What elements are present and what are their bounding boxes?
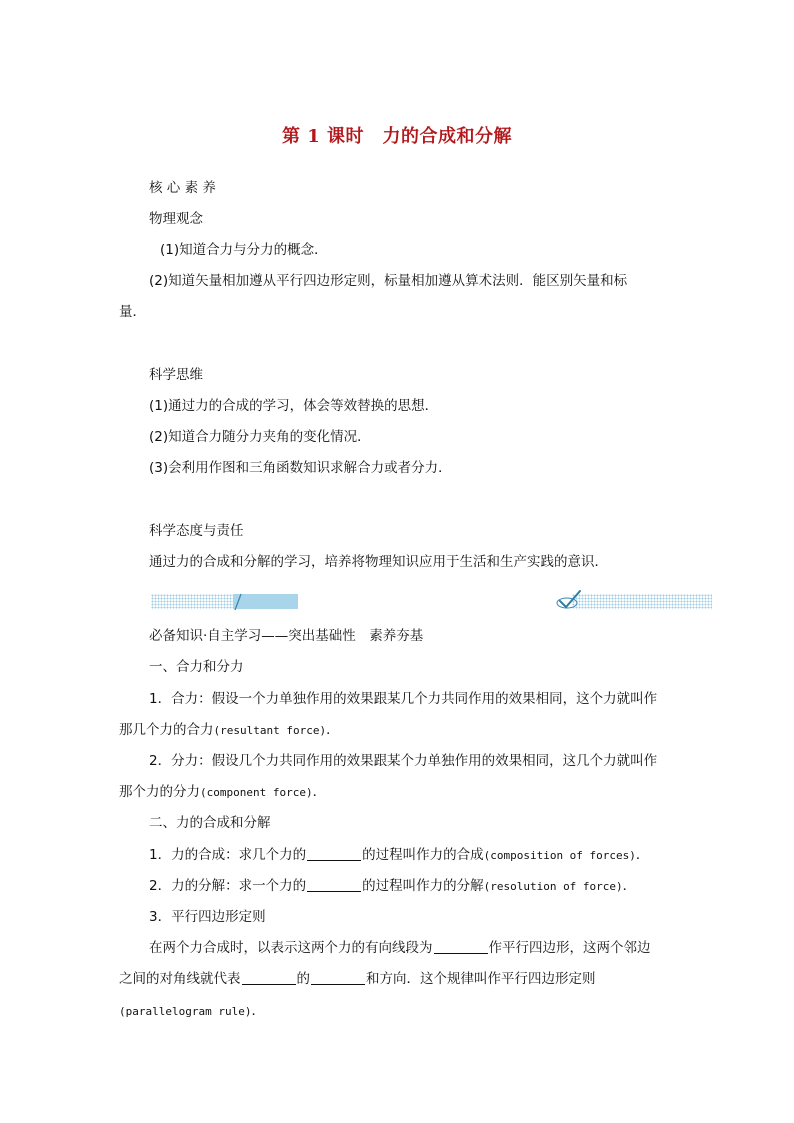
fill-blank[interactable]: [434, 939, 488, 954]
fill-blank[interactable]: [242, 970, 296, 985]
banner-right-bar: [554, 594, 712, 609]
slash-mark: [231, 592, 245, 612]
physics-concept-heading: 物理观念: [149, 211, 203, 227]
part-1-heading: 一、合力和分力: [149, 659, 244, 675]
section-heading: 必备知识·自主学习——突出基础性 素养夯基: [149, 628, 424, 644]
composition-item: 1．力的合成：求几个力的 的过程叫作力的合成(composition of forces)．: [149, 847, 650, 863]
parallelogram-rule-line-2: 之间的对角线就代表 的 和方向．这个规律叫作平行四边形定则: [119, 971, 596, 987]
thinking-item-1: (1)通过力的合成的学习，体会等效替换的思想．: [149, 398, 439, 414]
resolution-item: 2．力的分解：求一个力的 的过程叫作力的分解(resolution of force)．: [149, 878, 637, 894]
banner-left-bar: [151, 594, 298, 609]
attitude-item-1: 通过力的合成和分解的学习，培养将物理知识应用于生活和生产实践的意识．: [149, 554, 608, 570]
concept-item-1: (1)知道合力与分力的概念．: [160, 242, 328, 258]
banner-dot-pattern: [572, 594, 712, 609]
thinking-item-2: (2)知道合力随分力夹角的变化情况．: [149, 429, 371, 445]
fill-blank[interactable]: [307, 846, 361, 861]
parallelogram-rule-line-1: 在两个力合成时，以表示这两个力的有向线段为 作平行四边形，这两个邻边: [149, 940, 651, 956]
component-force-definition-continued: 那个力的分力(component force)．: [119, 784, 327, 800]
concept-item-2-continued: 量．: [119, 304, 146, 320]
section-divider-banner: [151, 592, 712, 612]
fill-blank[interactable]: [311, 970, 365, 985]
parallelogram-rule-line-3: (parallelogram rule)．: [119, 1003, 265, 1019]
component-force-definition: 2．分力：假设几个力共同作用的效果跟某个力单独作用的效果相同，这几个力就叫作: [149, 753, 658, 769]
resultant-force-definition-continued: 那几个力的合力(resultant force)．: [119, 722, 340, 738]
core-literacy-heading: 核 心 素 养: [149, 180, 216, 196]
banner-dot-pattern: [151, 594, 233, 609]
concept-item-2: (2)知道矢量相加遵从平行四边形定则，标量相加遵从算术法则．能区别矢量和标: [149, 273, 628, 289]
thinking-item-3: (3)会利用作图和三角函数知识求解合力或者分力．: [149, 460, 452, 476]
attitude-heading: 科学态度与责任: [149, 523, 244, 539]
scientific-thinking-heading: 科学思维: [149, 367, 203, 383]
page-title: 第 1 课时 力的合成和分解: [281, 126, 513, 147]
fill-blank[interactable]: [307, 877, 361, 892]
parallelogram-rule-heading: 3．平行四边形定则: [149, 909, 266, 925]
check-icon: [554, 588, 582, 612]
part-2-heading: 二、力的合成和分解: [149, 815, 271, 831]
resultant-force-definition: 1．合力：假设一个力单独作用的效果跟某几个力共同作用的效果相同，这个力就叫作: [149, 691, 658, 707]
